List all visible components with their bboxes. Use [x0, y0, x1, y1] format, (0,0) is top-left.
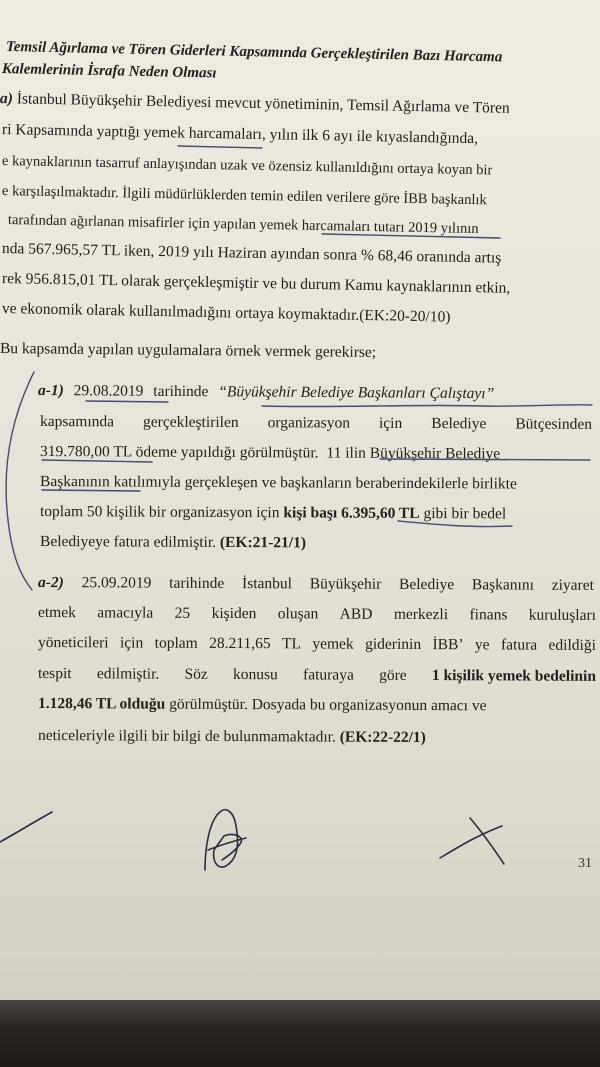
item-a1-per-person-cost: kişi başı 6.395,60 TL	[283, 504, 420, 522]
item-a2-line-4: tespit edilmiştir. Söz konusu faturaya göre 1 kişilik yemek bedelinin	[37, 665, 597, 685]
underline-event-name	[262, 405, 592, 407]
item-a1-line-6: Belediyeye fatura edilmiştir. (EK:21-21/1)	[39, 533, 307, 552]
item-a1-annex-ref: (EK:21-21/1)	[219, 533, 307, 552]
item-a1-line-4: Başkanının katılımıyla gerçekleşen ve başkanların beraberindekilerle birlikte	[39, 473, 517, 493]
item-a2-line-2: etmek amacıyla 25 kişiden oluşan ABD merkezli finans kuruluşları	[37, 604, 597, 624]
item-a2-line-1: a-2) 25.09.2019 tarihinde İstanbul Büyükşehir Belediye Başkanını ziyaret	[37, 574, 594, 594]
paragraph-a-line-5: tarafından ağırlanan misafirler için yapılan yemek harcamaları tutarı 2019 yılının	[7, 212, 479, 238]
item-a1-line-3: 319.780,00 TL ödeme yapıldığı görülmüştür. 11 ilin Büyükşehir Belediye	[39, 443, 501, 463]
item-a2-line-6: neticeleriyle ilgili bir bilgi de bulunmamaktadır. (EK:22-22/1)	[37, 727, 426, 747]
item-a2-annex-ref: (EK:22-22/1)	[339, 728, 426, 747]
item-a1-line-2: kapsamında gerçekleştirilen organizasyon için Belediye Bütçesinden	[39, 413, 593, 433]
item-a2-per-person-cost: 1.128,46 TL olduğu	[37, 695, 166, 713]
item-a2-line-5: 1.128,46 TL olduğu görülmüştür. Dosyada bu organizasyonun amacı ve	[37, 695, 487, 715]
item-a1-label: a-1)	[37, 382, 64, 400]
table-edge	[0, 1000, 600, 1067]
paragraph-a-label: a)	[0, 90, 14, 108]
item-a2-line-3: yöneticileri için toplam 28.211,65 TL yemek giderinin İBB’ ye fatura edildiği	[37, 634, 596, 654]
page-number: 31	[578, 856, 592, 871]
section-title-line-2: Kalemlerinin İsrafa Neden Olması	[1, 61, 217, 82]
signature-2	[440, 818, 504, 864]
item-a2-label: a-2)	[37, 574, 64, 592]
paragraph-a-line-6: nda 567.965,57 TL iken, 2019 yılı Haziran ayından sonra % 68,46 oranında artış	[1, 240, 502, 267]
signature-1	[205, 810, 241, 870]
paragraph-a-line-4: e karşılaşılmaktadır. İlgili müdürlüklerden temin edilen verilere göre İBB başkanlık	[1, 183, 487, 209]
item-a2-per-person-label: 1 kişilik yemek bedelinin	[431, 667, 597, 685]
intro-sentence: Bu kapsamda yapılan uygulamalara örnek vermek gerekirse;	[0, 340, 377, 361]
signature-1-cross	[208, 838, 246, 850]
item-a1-line-1: a-1) 29.08.2019 tarihinde “Büyükşehir Belediye Başkanları Çalıştayı”	[37, 382, 495, 403]
item-a1-event-name: “Büyükşehir Belediye Başkanları Çalıştayı”	[218, 383, 495, 403]
paragraph-a-line-2: ri Kapsamında yaptığı yemek harcamaları, yılın ilk 6 ayı ile kıyaslandığında,	[1, 121, 479, 148]
paragraph-a-line-8: ve ekonomik olarak kullanılmadığını ortaya koymaktadır.(EK:20-20/10)	[1, 300, 451, 326]
margin-stroke	[0, 812, 52, 842]
paragraph-a-line-7: rek 956.815,01 TL olarak gerçekleşmiştir ve bu durum Kamu kaynaklarının etkin,	[1, 270, 511, 297]
paragraph-a-line-3: e kaynaklarının tasarruf anlayışından uzak ve özensiz kullanıldığını ortaya koyan bir	[1, 153, 493, 179]
underline-yemek-1	[178, 146, 262, 148]
underline-date	[86, 401, 168, 402]
bracket-a1	[6, 372, 34, 590]
paragraph-a-line-1: a) İstanbul Büyükşehir Belediyesi mevcut yönetiminin, Temsil Ağırlama ve Tören	[0, 90, 510, 117]
item-a1-date: 29.08.2019	[73, 382, 144, 400]
section-title-line-1: Temsil Ağırlama ve Tören Giderleri Kapsamında Gerçekleştirilen Bazı Harcama	[5, 39, 503, 66]
item-a1-line-5: toplam 50 kişilik bir organizasyon için kişi başı 6.395,60 TL gibi bir bedel	[39, 503, 507, 523]
item-a1-amount: 319.780,00 TL	[39, 443, 132, 461]
